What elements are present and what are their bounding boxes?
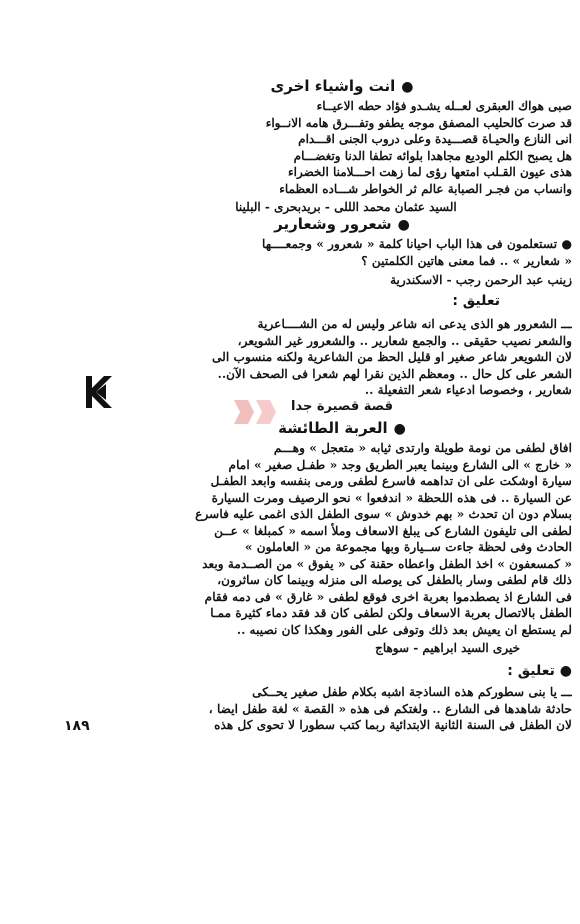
bullet-icon: ●	[397, 217, 410, 233]
story-block	[112, 440, 572, 638]
story-line: « خارج » الى الشارع وبينما يعبر الطريق وجد « طفـل صغير » امام	[228, 457, 572, 472]
bullet-icon: ●	[554, 663, 572, 679]
story-line: لم يستطع ان يعيش بعد ذلك وتوفى على الفور وهكذا كان نصيبه ..	[236, 622, 572, 637]
story-subtitle: قصة قصيرة جدا	[291, 399, 393, 414]
question-line: « شعارير » .. فما معنى هاتين الكلمتين ؟	[361, 253, 572, 268]
poem-line: انى النازع والحيـاة قصـــيدة وعلى دروب الجنى اقـــدام	[298, 132, 572, 146]
section-title-text: العربة الطائشة	[278, 419, 388, 437]
author-signature: زينب عبد الرحمن رجب - الاسكندرية	[390, 273, 572, 287]
poem-line: قد صرت كالحليب المصفق موجه يطفو وتفـــرق هامه الانــواء	[265, 115, 572, 130]
story-line: لطفى الى تليفون الشارع كى يبلغ الاسعاف وملأ اسمه « كمبلغا » عــن	[214, 523, 572, 538]
comment-line: ـــ الشعرور هو الذى يدعى انه شاعر وليس له من الشــــاعرية	[257, 317, 572, 331]
question-line: ● تستعلمون فى هذا الباب احيانا كلمة « شعرور » وجمعــــها	[262, 237, 572, 251]
poem-block	[112, 98, 572, 197]
section-title-text: شعرور وشعارير	[274, 215, 392, 233]
section-title-anta-wa-ashyaa	[112, 76, 572, 97]
section-title-text: انت واشياء اخرى	[270, 77, 396, 95]
comment-line: حادثة شاهدها فى الشارع .. ولغتكم فى هذه « القصة » لغة طفل ايضا ،	[208, 701, 572, 716]
story-line: افاق لطفى من نومة طويلة وارتدى ثيابه « متعجل » وهـــم	[273, 441, 572, 455]
page-number: ١٨٩	[64, 718, 90, 734]
comment-line: لان الشويعر شاعر صغير او قليل الحظ من الشاعرية ولكنه منسوب الى	[211, 350, 572, 364]
story-line: الطفل بالاتصال بعربة الاسعاف ولكن لطفى كان قد فقد دماء كثيرة ممـا	[210, 606, 572, 620]
comment-line: لان الطفل فى السنة الثانية الابتدائية ربما كتب سطورا لا تحوى كل هذه	[214, 718, 572, 732]
author-signature: السيد عثمان محمد الللى - بريدبحرى - البلينا	[235, 200, 457, 214]
stamp-watermark-icon	[226, 392, 286, 432]
story-line: الحادث وفى لحظة جاءت ســيارة وبها مجموعة من « العاملون »	[244, 540, 572, 554]
story-line: فى الشارع اذ يصطدموا بعربة اخرى فوقع لطفى « غارق » فى دمه فقام	[204, 589, 572, 604]
poem-line: صبى هواك العبقرى لعــله يشـدو فؤاد حطه الاعيــاء	[316, 99, 572, 113]
story-line: بسلام دون ان تحدث « بهم خدوش » سوى الطفل الذى اغمى عليه فاسرع	[195, 507, 572, 521]
poem-line: هذى عيون القـلب امتعها رؤى لما زهت احـــلامنا الخضراء	[288, 165, 572, 179]
poem-line: هل يصبح الكلم الوديع مجاهدا بلوائه تطفا الدنا وتغضـــام	[293, 148, 572, 163]
comment-block	[112, 316, 572, 399]
story-line: سيارة اوشكت على ان تداهمه فاسرع لطفى ورمى بنفسه وابعد الطفـل	[210, 474, 572, 488]
question-block	[112, 236, 572, 269]
comment-label: ● تعليق :	[507, 663, 572, 679]
section-title-arabah	[112, 418, 572, 439]
comment-line: والشعر نصيب حقيقى .. والجمع شعارير .. والشعرور غير الشويعر،	[237, 333, 572, 348]
comment-line: شعارير ، وخصوصا ادعياء شعر التفعيلة ..	[364, 383, 572, 397]
author-signature: خيرى السيد ابراهيم - سوهاج	[375, 641, 520, 655]
bullet-icon: ●	[393, 421, 406, 437]
margin-arrow-icon	[78, 372, 118, 412]
story-line: ذلك قام لطفى وسار بالطفل كى يوصله الى منزله وبينما كان ساثرون،	[217, 573, 572, 587]
bullet-icon: ●	[401, 79, 414, 95]
comment-block	[112, 684, 572, 734]
story-line: « كمسعفون » اخذ الطفل واعطاه حقنة كى « يفوق » من الصــدمة وبعد	[202, 556, 572, 571]
bullet-icon: ●	[557, 237, 572, 251]
comment-label: تعليق :	[452, 293, 500, 309]
poem-line: وانساب من فجـر الصبابة عالم ثر الخواطر شـــاده العظماء	[279, 181, 572, 196]
story-line: عن السيارة .. فى هذه اللحظة « اندفعوا » نحو الرصيف ومرت السيارة	[211, 490, 572, 505]
comment-line: الشعر على كل حال .. ومعظم الذين نقرا لهم شعرا فى الصحف الآن..	[217, 366, 572, 381]
section-title-shaarour	[112, 214, 572, 235]
comment-line: ـــ يا بنى سطوركم هذه الساذجة اشبه بكلام طفل صغير يحــكى	[252, 685, 572, 699]
